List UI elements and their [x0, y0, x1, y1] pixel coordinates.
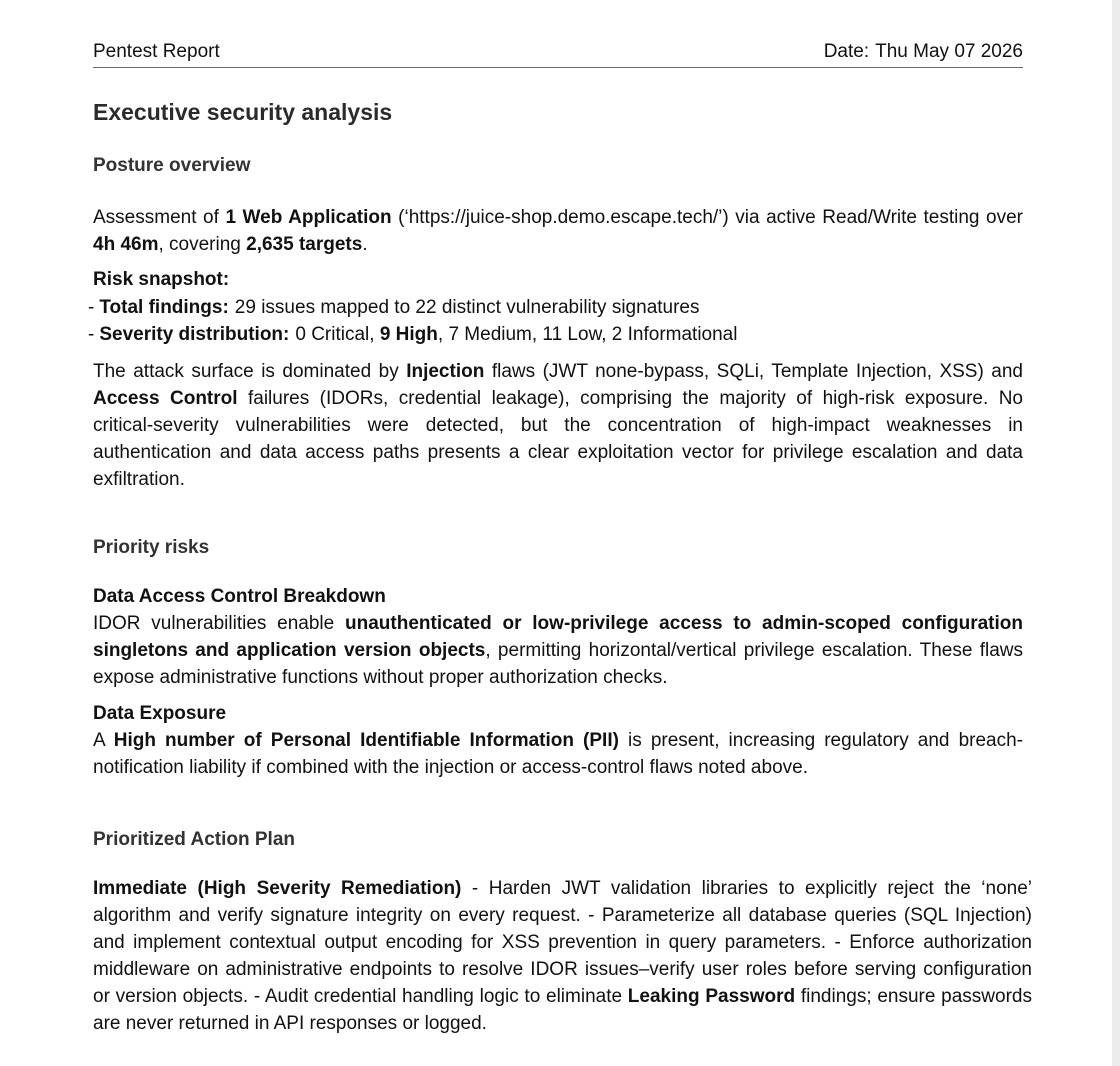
text-run: (‘https://juice-shop.demo.escape.tech/’) via active Read/Write testing over — [391, 207, 1024, 228]
action-plan-paragraph — [93, 875, 1032, 1037]
text-run: Assessment of — [93, 207, 226, 228]
risk-snapshot-heading: Risk snapshot: — [93, 269, 230, 290]
priority-item-title: Data Exposure — [93, 703, 227, 724]
report-date — [824, 40, 1023, 64]
priority-item-2 — [93, 702, 1023, 781]
emphasis-text: Leaking Password — [627, 986, 796, 1007]
text-run: The attack surface is dominated by — [93, 361, 407, 382]
emphasis-injection: Injection — [406, 361, 485, 382]
text-run: . — [362, 234, 368, 255]
page-edge-shadow — [1112, 0, 1120, 1066]
list-item — [88, 321, 1023, 348]
page-title: Executive security analysis — [93, 99, 393, 125]
posture-paragraph-block — [93, 204, 1023, 258]
text-run: A — [93, 730, 114, 751]
text-run: failures (IDORs, credential leakage), comprising the majority of high-risk exposure. No critical-severity vulnerabilities were detected, but the concentration of high-impact weaknesses in authentication and data access paths presents a clear exploitation vector for privilege escalation and data exfiltration. — [93, 388, 1024, 490]
posture-heading-block — [93, 154, 1023, 178]
text-run: , covering — [158, 234, 247, 255]
list-item — [88, 294, 1023, 321]
text-run: , permitting horizontal/vertical privilege escalation. These flaws expose administrative functions without proper authorization checks. — [93, 640, 1024, 688]
priority-heading-block — [93, 536, 1023, 560]
text-run: findings; ensure passwords are never returned in API responses or logged. — [93, 986, 1032, 1034]
bullet-text: 0 Critical, — [295, 324, 380, 345]
risk-snapshot-list — [88, 294, 1023, 348]
bullet-label: Severity distribution: — [99, 324, 290, 345]
emphasis-text: unauthenticated or low-privilege access to admin-scoped configuration singletons and application version objects — [93, 613, 1024, 661]
target-count: 2,635 targets — [246, 234, 363, 255]
plan-lead: Immediate (High Severity Remediation) — [93, 878, 462, 899]
report-type: Pentest Report — [93, 41, 220, 62]
bullet-dash: - — [88, 324, 95, 345]
priority-item-title: Data Access Control Breakdown — [93, 586, 386, 607]
report-header — [93, 40, 1023, 68]
snapshot-heading-block — [93, 268, 1023, 292]
high-severity-count: 9 High — [379, 324, 438, 345]
posture-heading: Posture overview — [93, 155, 251, 176]
action-plan-heading: Prioritized Action Plan — [93, 829, 295, 850]
emphasis-access-control: Access Control — [93, 388, 238, 409]
attack-surface-paragraph — [93, 358, 1023, 493]
text-run: - Harden JWT validation libraries to explicitly reject the ‘none’ algorithm and verify signature integrity on every request. - Parameterize all database queries (SQL Injection) and implement contextual output encoding for XSS prevention in query parameters. - Enforce authorization middleware on administrative endpoints to resolve IDOR issues–verify user roles before serving configuration or version objects. - Audit credential handling logic to eliminate — [93, 878, 1032, 1007]
attack-surface-block — [93, 358, 1023, 493]
bullet-text: , 7 Medium, 11 Low, 2 Informational — [437, 324, 738, 345]
priority-item-text — [93, 610, 1023, 691]
emphasis-text: High number of Personal Identifiable Information (PII) — [113, 730, 619, 751]
priority-item-1 — [93, 585, 1023, 691]
text-run: IDOR vulnerabilities enable — [93, 613, 345, 634]
posture-paragraph — [93, 204, 1023, 258]
bullet-dash: - — [88, 297, 95, 318]
date-value: Thu May 07 2026 — [875, 41, 1023, 62]
asset-count: 1 Web Application — [225, 207, 392, 228]
bullet-label: Total findings: — [99, 297, 229, 318]
priority-risks-heading: Priority risks — [93, 537, 210, 558]
duration: 4h 46m — [93, 234, 159, 255]
action-plan-block — [93, 875, 1032, 1037]
text-run: is present, increasing regulatory and breach-notification liability if combined with the injection or access-control flaws noted above. — [93, 730, 1024, 778]
plan-heading-block — [93, 828, 1023, 852]
text-run: flaws (JWT none-bypass, SQLi, Template Injection, XSS) and — [484, 361, 1023, 382]
priority-item-text — [93, 727, 1023, 781]
date-label: Date: — [823, 41, 870, 62]
title-block — [93, 98, 1023, 126]
bullet-text: 29 issues mapped to 22 distinct vulnerability signatures — [234, 297, 700, 318]
